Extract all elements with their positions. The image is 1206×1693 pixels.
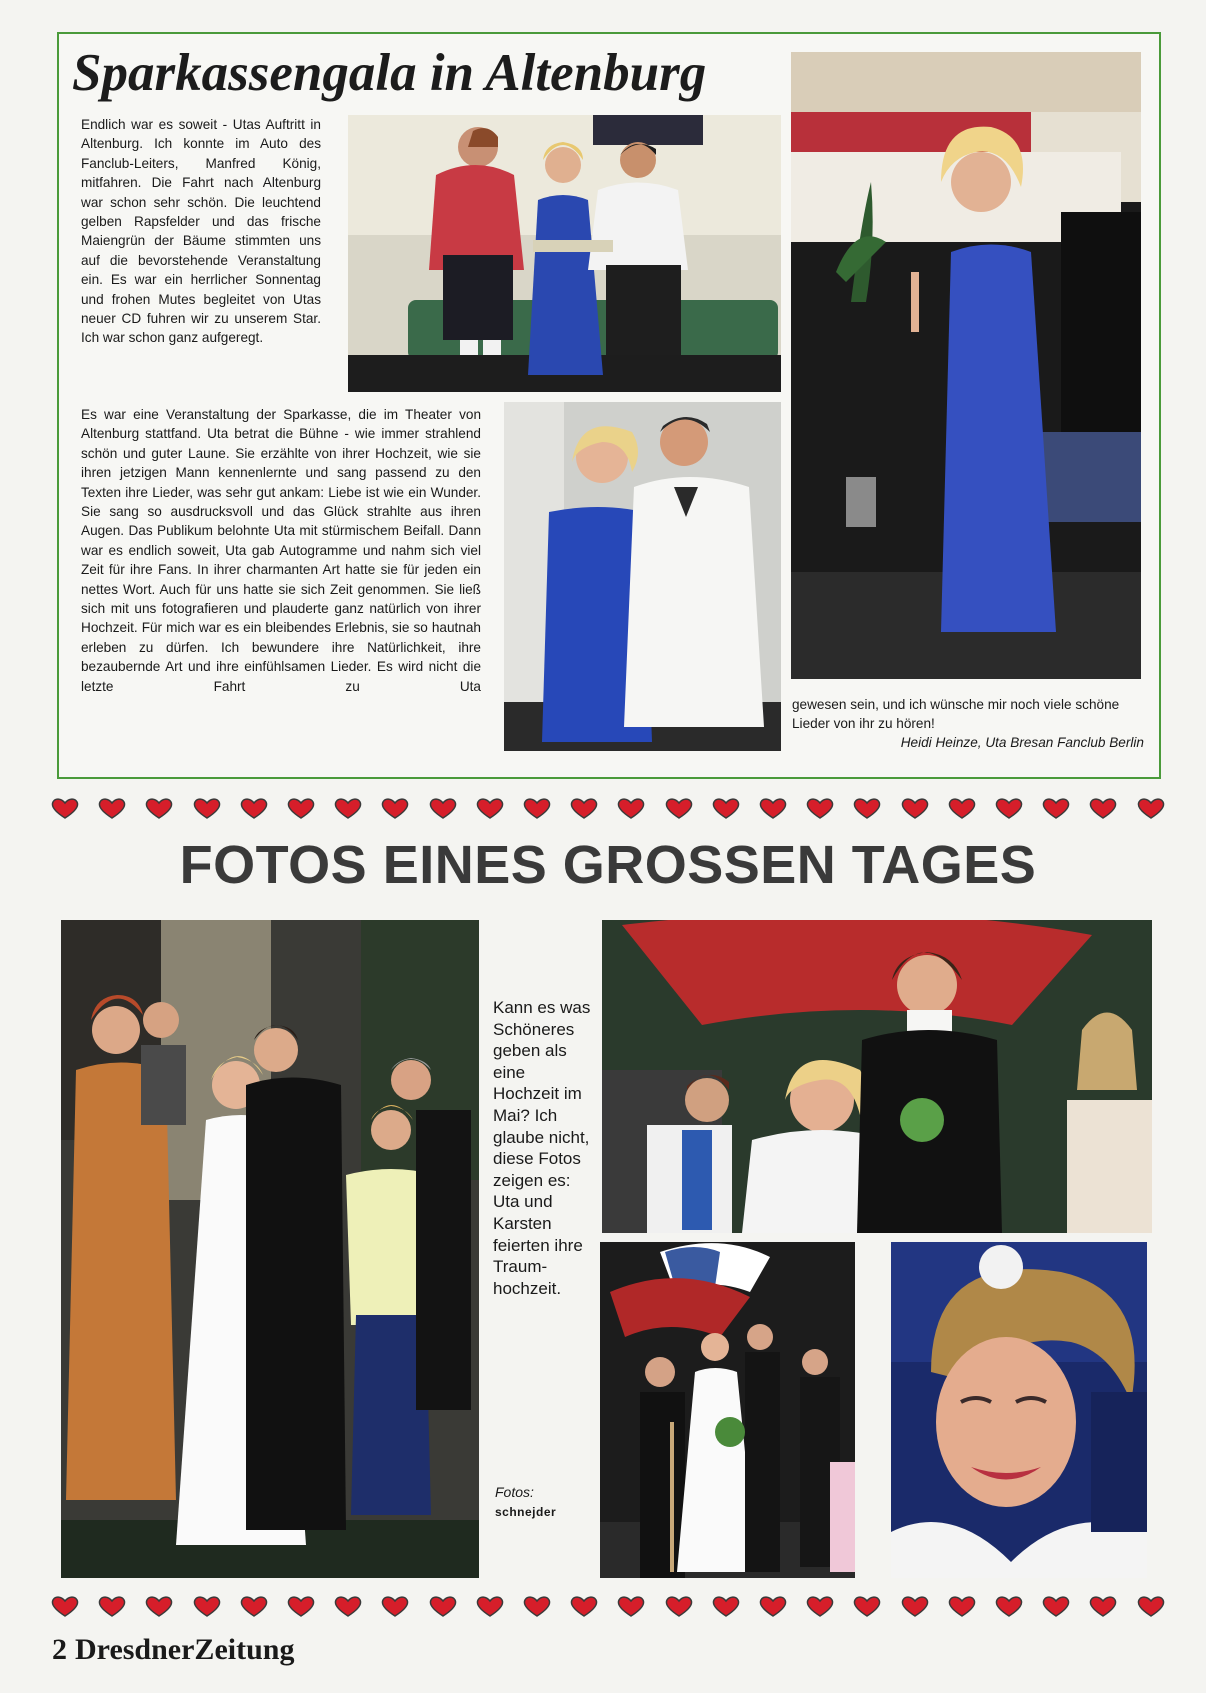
article-paragraph-bottom: Es war eine Veranstaltung der Sparkasse, die im Theater von Altenburg stattfand. Uta betrat die Bühne - wie immer strahlend schön und guter Laune. Sie erzählte von ihrer Hochzeit, wie sie ihren jetzigen Mann kennenlernte und sang passend zu den Texten ihre Lieder, was sehr gut ankam: Liebe ist wie ein Wunder. Sie sang so ausdrucksvoll und das Glück strahlte aus ihren Augen. Das Publikum belohnte Uta mit stürmischem Beifall. Dann war es endlich soweit, Uta gab Autogramme und nahm sich viel Zeit für ihre Fans. In ihrer charmanten Art hatte sie für jeden ein nettes Wort. Auch für uns hatte sie sich Zeit genommen. Sie ließ sich mit uns fotografieren und plauderte ganz natürlich von ihrer Hochzeit. Für mich war es ein bleibendes Erlebnis, sie so hautnah erleben zu dürfen. Ich bewundere ihre Natürlichkeit, ihre bezaubernde Art und ihre einfühlsamen Lieder. Es wird nicht die letzte Fahrt zu Uta [81, 407, 481, 694]
heart-icon [569, 796, 599, 820]
heart-icon [428, 1594, 458, 1618]
photo-couple-umbrella [602, 920, 1152, 1233]
page-footer [52, 1630, 294, 1670]
heart-icon [805, 796, 835, 820]
photo-bride-portrait [891, 1242, 1147, 1578]
heart-icon [380, 1594, 410, 1618]
photo-interview-sofa [348, 115, 781, 392]
heart-icon [758, 796, 788, 820]
heart-icon [805, 1594, 835, 1618]
heart-icon [900, 796, 930, 820]
heart-icon [333, 796, 363, 820]
heart-icon [50, 1594, 80, 1618]
heart-icon [758, 1594, 788, 1618]
photo-wedding-procession [600, 1242, 855, 1578]
heart-icon [522, 1594, 552, 1618]
article-title: Sparkassengala in Altenburg [72, 44, 707, 102]
heart-icon [333, 1594, 363, 1618]
heart-icon [380, 796, 410, 820]
article-closing: gewesen sein, und ich wünsche mir noch viele schöne Lieder von ihr zu hören! [792, 697, 1120, 731]
article-paragraph-top: Endlich war es soweit - Utas Auftritt in Altenburg. Ich konnte im Auto des Fanclub-Leiters, Manfred König, mitfahren. Die Fahrt nach Altenburg war schon sehr schön. Die leuchtend gelben Rapsfelder und das frische Maiengrün der Bäume stimmten uns auf die bevorstehende Veranstaltung ein. Es war ein herrlicher Sonnentag und frohen Mutes begleitet von Utas neuer CD fuhren wir zu unserem Star. Ich war schon ganz aufgeregt. [81, 117, 321, 346]
heart-divider-bottom [50, 1592, 1166, 1620]
heart-icon [144, 796, 174, 820]
heart-icon [286, 1594, 316, 1618]
heart-icon [475, 796, 505, 820]
heart-icon [475, 1594, 505, 1618]
heart-icon [522, 796, 552, 820]
heart-icon [1136, 1594, 1166, 1618]
heart-icon [286, 796, 316, 820]
heart-icon [1088, 796, 1118, 820]
heart-icon [664, 796, 694, 820]
heart-icon [239, 796, 269, 820]
article-signature: Heidi Heinze, Uta Bresan Fanclub Berlin [900, 735, 1144, 750]
heart-icon [994, 796, 1024, 820]
heart-icon [947, 1594, 977, 1618]
photo-credit-name: schnejder [495, 1505, 557, 1519]
heart-icon [1041, 1594, 1071, 1618]
heart-divider-top [50, 794, 1166, 822]
heart-icon [1041, 796, 1071, 820]
heart-icon [50, 796, 80, 820]
heart-icon [97, 796, 127, 820]
heart-icon [711, 796, 741, 820]
heart-icon [994, 1594, 1024, 1618]
photo-uta-on-stage [791, 52, 1141, 679]
publication-name: DresdnerZeitung [75, 1633, 295, 1666]
gallery-title: FOTOS EINES GROSSEN TAGES [179, 835, 1037, 895]
heart-icon [428, 796, 458, 820]
heart-icon [664, 1594, 694, 1618]
heart-icon [711, 1594, 741, 1618]
photo-wedding-group [61, 920, 479, 1578]
heart-icon [1088, 1594, 1118, 1618]
heart-icon [852, 796, 882, 820]
page-number: 2 [52, 1633, 67, 1666]
heart-icon [1136, 796, 1166, 820]
heart-icon [97, 1594, 127, 1618]
heart-icon [192, 1594, 222, 1618]
heart-icon [144, 1594, 174, 1618]
heart-icon [569, 1594, 599, 1618]
heart-icon [616, 796, 646, 820]
photo-credit-label: Fotos: [495, 1484, 534, 1500]
photo-uta-with-fan [504, 402, 781, 751]
heart-icon [900, 1594, 930, 1618]
heart-icon [852, 1594, 882, 1618]
gallery-caption: Kann es was Schöneres geben als eine Hochzeit im Mai? Ich glaube nicht, diese Fotos zeigen es: Uta und Karsten feierten ihre Traum-hochzeit. [493, 998, 591, 1298]
heart-icon [192, 796, 222, 820]
heart-icon [616, 1594, 646, 1618]
heart-icon [947, 796, 977, 820]
heart-icon [239, 1594, 269, 1618]
